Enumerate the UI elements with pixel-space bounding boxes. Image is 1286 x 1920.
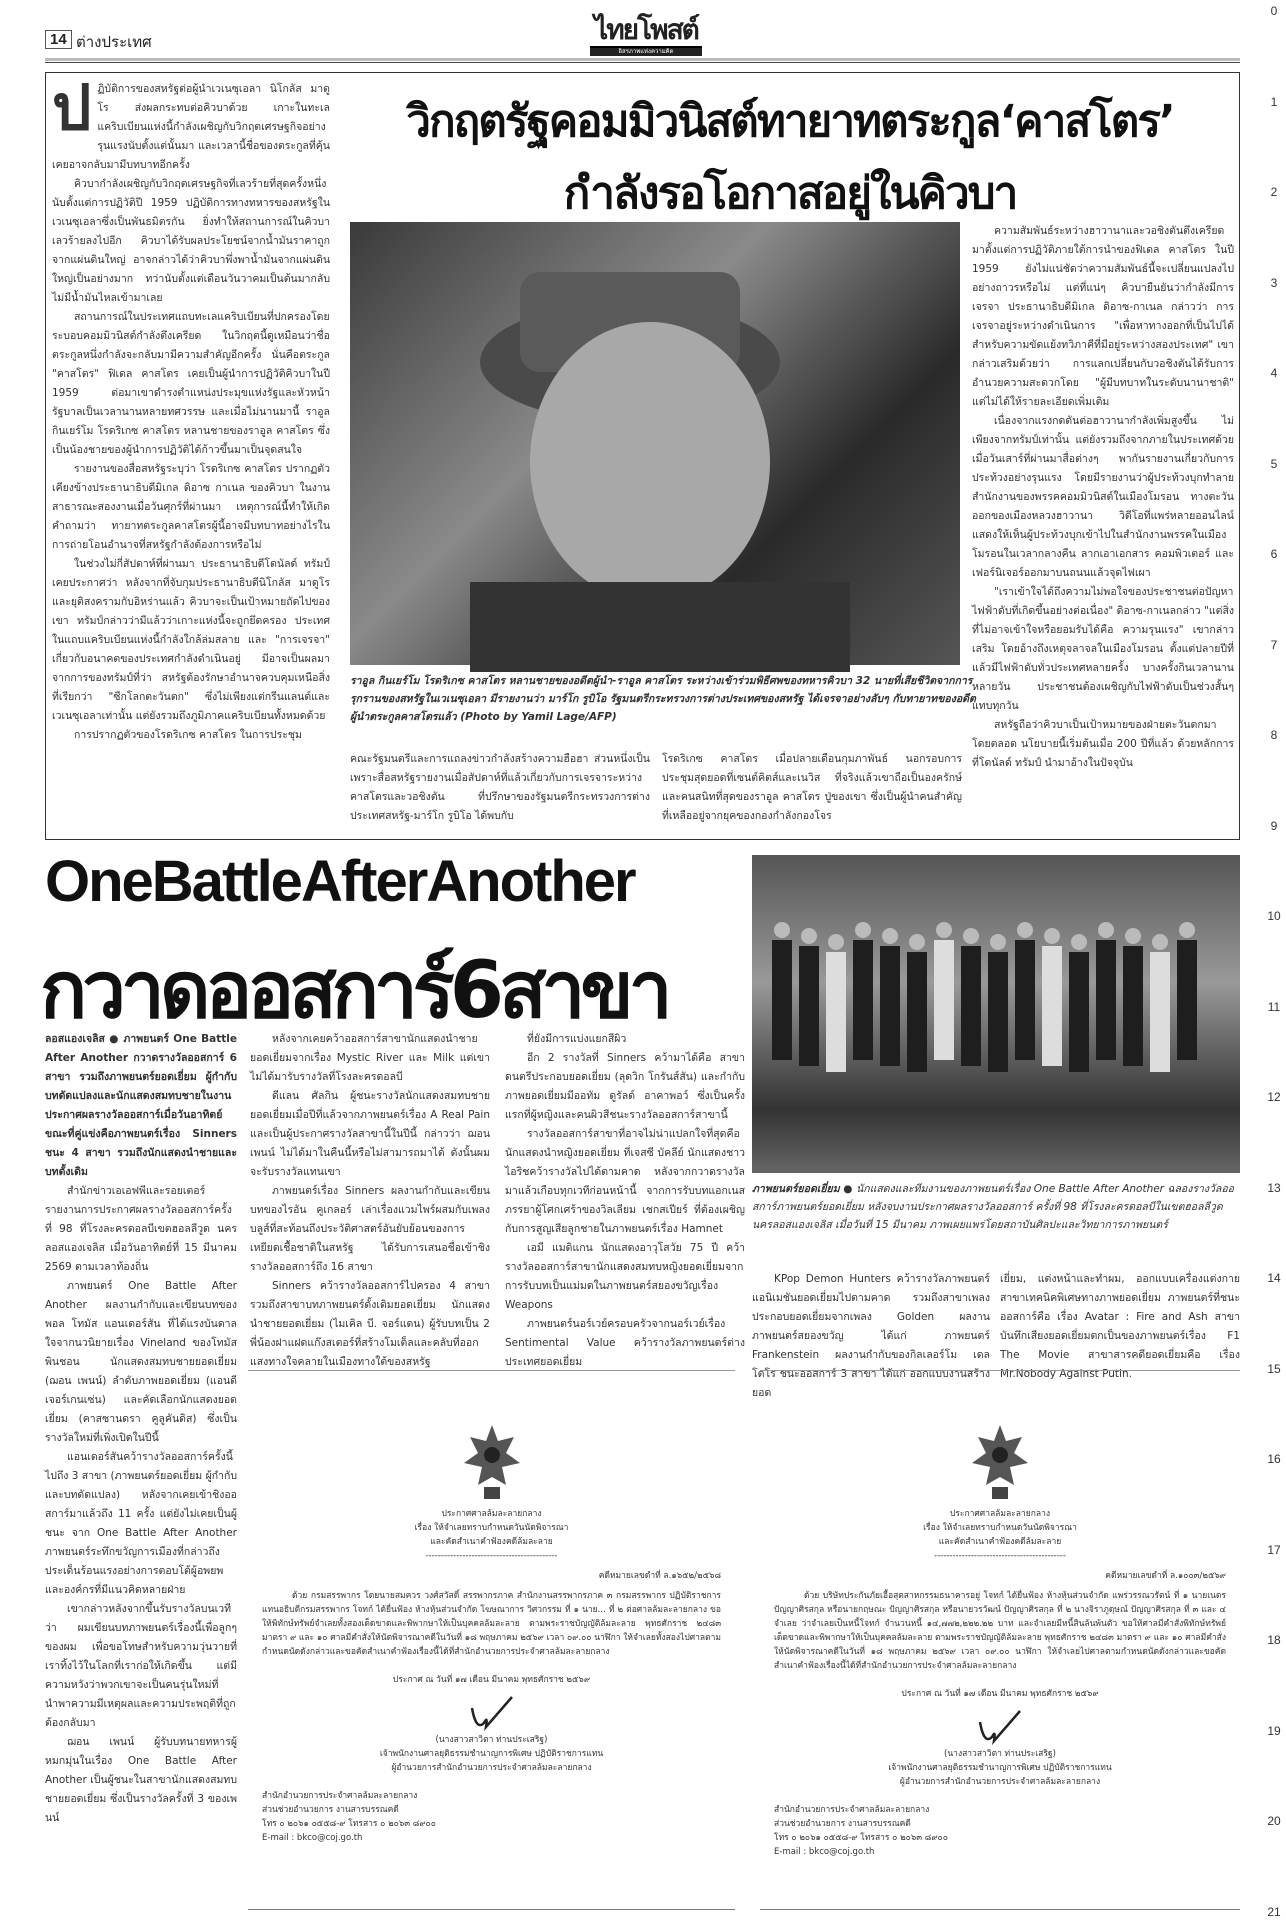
paragraph: ฏิบัติการของสหรัฐต่อผู้นำเวเนซุเอลา นิโกลัส มาดูโร ส่งผลกระทบต่อคิวบาด้วย เกาะในทะเลแคริบเบียนแห่งนี้กำลังเผชิญกับวิกฤตเศรษฐกิจอย่างรุนแรงนับตั้งแต่นั้นมา และเวลานี้ชื่อของตระกูลที่คุ้นเคยอาจกลับมามีบทบาทอีกครั้ง [52, 83, 330, 171]
ruler-mark: 3 [1270, 275, 1278, 290]
article2-col1 [45, 1030, 237, 1910]
office-name: สำนักอำนวยการประจำศาลล้มละลายกลาง [774, 1805, 930, 1815]
signature-icon [970, 1707, 1030, 1747]
ruler-mark: 5 [1270, 456, 1278, 471]
notice-divider: ------------------------------------------- [425, 1551, 558, 1561]
person-figure [1069, 934, 1089, 1072]
office-section: ส่วนช่วยอำนวยการ งานสารบรรณคดี [774, 1819, 911, 1829]
article1-photo-caption [350, 672, 990, 726]
ruler-mark: 19 [1267, 1723, 1281, 1738]
ruler-mark: 15 [1267, 1361, 1281, 1376]
header-divider [45, 58, 1240, 63]
person-figure [826, 934, 846, 1072]
signer-name: (นางสาวสาวิตา ท่านประเสริฐ) [944, 1749, 1056, 1759]
ruler-mark: 18 [1267, 1633, 1281, 1647]
person-figure [907, 934, 927, 1072]
paragraph: เอมี แมดิแกน นักแสดงอาวุโสวัย 75 ปี คว้ารางวัลออสการ์สาขานักแสดงสมทบหญิงยอดเยี่ยมจากการรับบทเป็นแม่มดในภาพยนตร์สยองขวัญเรื่อง Weapons [505, 1242, 745, 1311]
paragraph: ภาพยนตร์เรื่อง Sinners ผลงานกำกับและเขียนบทของไรอัน คูเกลอร์ เล่าเรื่องแวมไพร์ผสมกับเพลงบลูส์ที่สะท้อนถึงประวัติศาสตร์อันยับย้อนของการเหยียดเชื้อชาติในสหรัฐ ได้รับการเสนอชื่อเข้าชิงรางวัลออสการ์ถึง 16 สาขา [250, 1185, 490, 1273]
drop-cap: ป [52, 74, 92, 143]
notice-subject-2: และคัดสำเนาคำฟ้องคดีล้มละลาย [430, 1537, 553, 1547]
lede: ลอสแองเจลิส ● ภาพยนตร์ One Battle After Another กวาดรางวัลออสการ์ 6 สาขา รวมถึงภาพยนตร์ยอดเยี่ยม ผู้กำกับบทดัดแปลงและนักแสดงสมทบชายในงานประกาศผลรางวัลออสการ์เมื่อวันอาทิตย์ ขณะที่คู่แข่งคือภาพยนตร์เรื่อง Sinners ชนะ 4 สาขา รวมถึงนักแสดงนำชายและบทดั้งเดิม [45, 1033, 237, 1178]
ruler-mark: 17 [1267, 1542, 1281, 1557]
ruler-mark: 6 [1270, 547, 1278, 561]
notice-date: ประกาศ ณ วันที่ ๑๗ เดือน มีนาคม พุทธศักราช ๒๕๖๙ [901, 1689, 1099, 1699]
ruler-mark: 11 [1267, 999, 1281, 1014]
office-email: E-mail : bkco@coj.go.th [262, 1833, 363, 1843]
person-figure [1042, 928, 1062, 1066]
ruler-mark: 10 [1267, 909, 1281, 923]
signer-name: (นางสาวสาวิตา ท่านประเสริฐ) [435, 1735, 548, 1745]
paragraph: สถานการณ์ในประเทศแถบทะเลแคริบเบียนที่ปกครองโดยระบอบคอมมิวนิสต์กำลังตึงเครียด ในวิกฤตนี้ดูเหมือนว่าชื่อตระกูลหนึ่งกำลังจะกลับมามีความสำคัญอีกครั้ง นั่นคือตระกูล "คาสโตร" ฟิเดล คาสโตร เคยเป็นผู้นำการปฏิวัติคิวบาในปี 1959 ต่อมาเขาดำรงตำแหน่งประมุขแห่งรัฐและหัวหน้ารัฐบาลเป็นเวลานานหลายทศวรรษ และเมื่อไม่นานมานี้ ราอูล กินเยร์โม โรดริเกซ คาสโตร หลานชายของราอูล คาสโตร ซึ่งเป็นน้องชายของผู้นำการปฏิวัติได้ก้าวขึ้นมาเป็นจุดสนใจ [52, 311, 330, 456]
section-name: ต่างประเทศ [76, 33, 152, 51]
paragraph: สหรัฐถือว่าคิวบาเป็นเป้าหมายของฝ่ายตะวันตกมาโดยตลอด นโยบายนี้เริ่มต้นเมื่อ 200 ปีที่แล้ว ด้วยหลักการที่โดนัลด์ ทรัมป์ นำมาอ้างในปัจจุบัน [972, 719, 1234, 769]
person-figure [1015, 922, 1035, 1060]
notice-subject: เรื่อง ให้จำเลยทราบกำหนดวันนัดพิจารณา [414, 1523, 569, 1533]
paragraph: คิวบากำลังเผชิญกับวิกฤตเศรษฐกิจที่เลวร้ายที่สุดครั้งหนึ่งนับตั้งแต่การปฏิวัติปี 1959 ปฏิบัติการทางทหารของสหรัฐในเวเนซุเอลาซึ่งเป็นพันธมิตรกัน ยิ่งทำให้สถานการณ์ในคิวบาเลวร้ายลงไปอีก คิวบาได้รับผลประโยชน์จากน้ำมันราคาถูกจากแผ่นดินใหญ่ อาจกล่าวได้ว่าคิวบาพึ่งพาน้ำมันจากแผ่นดินใหญ่เป็นอย่างมาก ทว่านับตั้งแต่เดือนวันวาคมเป็นต้นมากลับไม่มีน้ำมันไหลเข้ามาเลย [52, 178, 330, 304]
paragraph: รางวัลออสการ์สาขาที่อาจไม่น่าแปลกใจที่สุดคือนักแสดงนำหญิงยอดเยี่ยม ที่เจสซี บัคลีย์ นักแสดงชาวไอริชคว้ารางวัลไปได้ตามคาด หลังจากกวาดรางวัลมาแล้วเกือบทุกเวทีก่อนหน้านี้ จากการรับบทแอกเนส ภรรยาผู้โศกเศร้าของวิลเลียม เชกสเปียร์ ที่ต้องเผชิญกับการสูญเสียลูกชายในภาพยนตร์เรื่อง Hamnet [505, 1128, 745, 1235]
paragraph: ความสัมพันธ์ระหว่างฮาวานาและวอชิงตันตึงเครียดมาตั้งแต่การปฏิวัติภายใต้การนำของฟิเดล คาสโตร ในปี 1959 ยังไม่แน่ชัดว่าความสัมพันธ์นี้จะเปลี่ยนแปลงไปอย่างถาวรหรือไม่ แต่ที่แน่ๆ คิวบายืนยันว่ากำลังมีการเจรจา ประธานาธิบดีมิเกล ดิอาซ-กาเนล กล่าวว่า การเจรจาอยู่ระหว่างดำเนินการ "เพื่อหาทางออกที่เป็นไปได้สำหรับความขัดแย้งทวิภาคีที่มีอยู่ระหว่างสองประเทศ" เขากล่าวเสริมด้วยว่า การแลกเปลี่ยนกับวอชิงตันได้รับการอำนวยความสะดวกโดย "ผู้มีบทบาทในระดับนานาชาติ" แต่ไม่ได้ให้รายละเอียดเพิ่มเติม [972, 225, 1234, 408]
ruler-mark: 4 [1270, 366, 1278, 380]
ruler-mark: 9 [1270, 818, 1278, 833]
portrait-illustration [350, 222, 960, 665]
person-figure [880, 928, 900, 1066]
paragraph: ฌอน เพนน์ ผู้รับบทนายทหารผู้หมกมุ่นในเรื่อง One Battle After Another เป็นผู้ชนะในสาขานักแสดงสมทบชายยอดเยี่ยม ซึ่งเป็นรางวัลครั้งที่ 3 ของเพนน์ [45, 1736, 237, 1824]
notice-body: ด้วย บริษัทประกันภัยเอื้อสุตสาหกรรมธนาคารอยู่ โจทก์ ได้ยื่นฟ้อง ห้างหุ้นส่วนจำกัด แพร่วรรณวรัตน์ ที่ ๑ นายเนตร ปัญญาศิรสกุล หรือนายกฤษณะ ปัญญาศิรสกุล หรือนายวรวัฒน์ ปัญญาศิรสกุล ที่ ๒ นางจิราภูดุษณ์ ปัญญาศิรสกุล ที่ ๓ และ ๔ จำเลย ว่าจำเลยเป็นหนี้โจทก์ จำนวนหนี้ ๑๔,๗๗๒,๒๒๒.๒๒ บาท และจำเลยมีหนี้สินล้นพ้นตัว ขอให้ศาลมีคำสั่งพิทักษ์ทรัพย์เด็ดขาดและพิพากษาให้เป็นบุคคลล้มละลาย ตามพระราชบัญญัติล้มละลาย พุทธศักราช ๒๔๘๓ มาตรา ๙ และ ๑๐ ศาลมีคำสั่งให้นัดพิจารณาคดีในวันที่ ๑๘ พฤษภาคม ๒๕๖๙ เวลา ๐๙.๐๐ นาฬิกา ให้จำเลยไปศาลตามกำหนดนัดดังกล่าวและขอคัดสำเนาคำฟ้องเรื่องนี้ได้ที่สำนักอำนวยการประจำศาลล้มละลายกลาง [774, 1591, 1226, 1671]
signer-title: เจ้าพนักงานศาลยุติธรรมชำนาญการพิเศษ ปฏิบัติราชการแทน [888, 1763, 1112, 1773]
person-figure [799, 928, 819, 1066]
notice-title: ประกาศศาลล้มละลายกลาง [949, 1509, 1051, 1519]
caption-lead: ภาพยนตร์ยอดเยี่ยม ● [752, 1183, 853, 1195]
paragraph: สำนักข่าวเอเอฟพีและรอยเตอร์รายงานการประกาศผลรางวัลออสการ์ครั้งที่ 98 ที่โรงละครดอลบีเขตฮอลลีวูด นครลอสแองเจลิส เมื่อวันอาทิตย์ที่ 15 มีนาคม 2569 ตามเวลาท้องถิ่น [45, 1185, 237, 1273]
masthead-tagline: อิสรภาพแห่งความคิด [590, 48, 702, 56]
paragraph: KPop Demon Hunters คว้ารางวัลภาพยนตร์แอนิเมชันยอดเยี่ยมไปตามคาด รวมถึงสาขาเพลงประกอบยอดเยี่ยมจากเพลง Golden ผลงานภาพยนตร์สยองขวัญ ได้แก่ ภาพยนตร์ Frankenstein ผลงานกำกับของกิลเลอร์โม เดล โตโร ชนะออสการ์ 3 สาขา ได้แก่ ออกแบบงานสร้างยอด [752, 1273, 990, 1399]
office-email: E-mail : bkco@coj.go.th [774, 1847, 875, 1857]
ruler-mark: 12 [1267, 1090, 1281, 1104]
paragraph: Sinners คว้ารางวัลออสการ์ไปครอง 4 สาขา รวมถึงสาขาบทภาพยนตร์ดั้งเดิมยอดเยี่ยม นักแสดงนำชายยอดเยี่ยม (ไมเคิล บี. จอร์แดน) ผู้รับบทเป็น 2 พี่น้องฝาแฝดแก๊งสเตอร์ที่สร้างโมเต็ลและคลับที่ออกแสงทางใจคลายในเมืองทางใต้ของสหรัฐ [250, 1280, 490, 1368]
paragraph: รายงานของสื่อสหรัฐระบุว่า โรดริเกซ คาสโตร ปรากฏตัวเคียงข้างประธานาธิบดีมิเกล ดิอาซ กาเนล ของคิวบา ในงานสาธารณะสองงานเมื่อวันศุกร์ที่ผ่านมา เหตุการณ์นี้ทำให้เกิดคำถามว่า ทายาทตระกูลคาสโตรผู้นี้อาจมีบทบาทอย่างไรในการถ่ายโอนอำนาจที่สหรัฐกำลังต้องการหรือไม่ [52, 463, 330, 551]
office-phone: โทร ๐ ๒๐๖๑ ๐๕๕๘-๙ โทรสาร ๐ ๒๐๖๓ ๘๙๐๐ [774, 1833, 948, 1843]
article1-headline-2: กำลังรอโอกาสอยู่ในคิวบา [563, 168, 1017, 219]
paragraph: เขากล่าวหลังจากขึ้นรับรางวัลบนเวทีว่า ผมเขียนบทภาพยนตร์เรื่องนี้เพื่อลูกๆ ของผม เพื่อขอโทษสำหรับความวุ่นวายที่เราทิ้งไว้ในโลกที่เราก่อให้เกิดขึ้น แต่มีความหวังว่าพวกเขาจะเป็นคนรุ่นใหม่ที่นำพาความมีเหตุผลและความประพฤติที่ถูกต้องกลับมา [45, 1603, 237, 1729]
caption-text: นักแสดงและทีมงานของภาพยนตร์เรื่อง One Battle After Another ฉลองรางวัลออสการ์ภาพยนตร์ยอดเยี่ยม หลังจบงานประกาศผลรางวัลออสการ์ ครั้งที่ 98 ที่โรงละครดอลบีในเขตฮอลลีวูด นครลอสแองเจลิส เมื่อวันที่ 15 มีนาคม ภาพเผยแพร่โดยสถาบันศิลปะและวิทยาการภาพยนตร์ [752, 1183, 1234, 1231]
caption-text: ราอูล กินเยร์โม โรดริเกซ คาสโตร หลานชายของอดีตผู้นำ-ราอูล คาสโตร ระหว่างเข้าร่วมพิธีศพของทหารคิวบา 32 นายที่เสียชีวิตจากการรุกรานของสหรัฐในเวเนซุเอลา มีรายงานว่า มาร์โก รูบิโอ รัฐมนตรีกระทรวงการต่างประเทศของสหรัฐ ได้เจรจาอย่างลับๆ กับทายาทของอดีตผู้นำตระกูลคาสโตรแล้ว [350, 675, 976, 723]
paragraph: คณะรัฐมนตรีและการแถลงข่าวกำลังสร้างความฮือฮา ส่วนหนึ่งเป็นเพราะสื่อสหรัฐรายงานเมื่อสัปดาห์ที่แล้วเกี่ยวกับการเจรจาระหว่างคาสโตรและวอชิงตัน ที่ปรึกษาของรัฐมนตรีกระทรวงการต่างประเทศสหรัฐ-มาร์โก รูบิโอ ได้พบกับ [350, 753, 650, 822]
paragraph: ดีแลน ศัลกิน ผู้ชนะรางวัลนักแสดงสมทบชายยอดเยี่ยมเมื่อปีที่แล้วจากภาพยนตร์เรื่อง A Real Pain และเป็นผู้ประกาศรางวัลสาขานี้ในปีนี้ กล่าวว่า ฌอน เพนน์ ไม่ได้มาในคืนนี้หรือไม่สามารถมาได้ ดังนั้นผมจะรับรางวัลแทนเขา [250, 1090, 490, 1178]
person-figure [961, 928, 981, 1066]
paragraph: ภาพยนตร์นอร์เวย์ครอบครัวจากนอร์เวย์เรื่อง Sentimental Value คว้ารางวัลภาพยนตร์ต่างประเทศยอดเยี่ยม [505, 1318, 745, 1368]
paragraph: อีก 2 รางวัลที่ Sinners คว้ามาได้คือ สาขาดนตรีประกอบยอดเยี่ยม (ลุดวิก โกรันส์สัน) และกำกับภาพยอดเยี่ยมมีออทัม ดูรัลด์ อาคาพอว์ ซึ่งเป็นครั้งแรกที่ผู้หญิงและคนผิวสีชนะรางวัลออสการ์สาขานี้ [505, 1052, 745, 1121]
masthead-title: ไทยโพสต์ [590, 14, 702, 48]
paragraph: เนื่องจากแรงกดดันต่อฮาวานากำลังเพิ่มสูงขึ้น ไม่เพียงจากทรัมป์เท่านั้น แต่ยังรวมถึงจากภายในประเทศด้วย เมื่อวันเสาร์ที่ผ่านมาสื่อต่างๆ พากันรายงานเกี่ยวกับการประท้วงอย่างรุนแรง โดยมีรายงานว่าผู้ประท้วงบุกทำลายสำนักงานของพรรคคอมมิวนิสต์ในเมืองโมรอน ทางตะวันออกของเมืองหลวงฮาวานา วิดีโอที่แพร่หลายออนไลน์แสดงให้เห็นผู้ประท้วงบุกเข้าไปในสำนักงานพรรคในเมืองโมรอนในเวลากลางคืน ลากเอาเอกสาร คอมพิวเตอร์ และเฟอร์นิเจอร์ออกมาบนถนนแล้วจุดไฟเผา [972, 415, 1234, 579]
notice-title: ประกาศศาลล้มละลายกลาง [441, 1509, 542, 1519]
ruler-mark: 14 [1267, 1271, 1281, 1285]
notice-subject: เรื่อง ให้จำเลยทราบกำหนดวันนัดพิจารณา [923, 1523, 1077, 1533]
signer-title: เจ้าพนักงานศาลยุติธรรมชำนาญการพิเศษ ปฏิบัติราชการแทน [379, 1749, 604, 1759]
signature-icon [462, 1693, 522, 1733]
case-number: คดีหมายเลขดำที่ ล.๑๖๕๒/๒๕๖๘ [598, 1571, 721, 1581]
photo-oscar-winners [752, 855, 1240, 1173]
person-figure [1096, 922, 1116, 1060]
person-figure [988, 934, 1008, 1072]
page-number: 14 [45, 30, 72, 49]
article1-headline-1: วิกฤตรัฐคอมมิวนิสต์ทายาทตระกูล‘คาสโตร’ [406, 96, 1174, 147]
paragraph: ภาพยนตร์ One Battle After Another ผลงานกำกับและเขียนบทของพอล โทมัส แอนเดอร์สัน ที่ได้แรงบันดาลใจจากนวนิยายเรื่อง Vineland ของโทมัส พินชอน นักแสดงสมทบชายยอดเยี่ยม (ฌอน เพนน์) ลำดับภาพยอดเยี่ยม (แอนดี เจอร์เกนเซ่น) และคัดเลือกนักแสดงยอดเยี่ยม (คาสซานดรา คูลูคันดิส) ซึ่งเป็นรางวัลใหม่ที่เพิ่งเปิดในปีนี้ [45, 1280, 237, 1444]
paragraph: ในช่วงไม่กี่สัปดาห์ที่ผ่านมา ประธานาธิบดีโดนัลด์ ทรัมป์ เคยประกาศว่า หลังจากที่จับกุมประธานาธิบดีนิโกลัส มาดูโร และยุติสงครามกับอิหร่านแล้ว คิวบาจะเป็นเป้าหมายถัดไปของเขา ทรัมป์กล่าวว่ามีแล้วว่าเกาะแห่งนี้จะถูกยึดครอง ประเทศในแถบแคริบเบียนแห่งนี้กำลังใกล้ล่มสลาย และ "การเจรจา" เกี่ยวกับอนาคตของประเทศกำลังดำเนินอยู่ มีอาจเป็นผลมาจากการของทรัมป์ที่ว่า สหรัฐต้องรักษาอำนาจควบคุมเหนือสิ่งที่เรียกว่า "ซีกโลกตะวันตก" ซึ่งไม่เพียงแต่กรีนแลนด์และเวเนซุเอลาเท่านั้น แต่ยังรวมถึงภูมิภาคแคริบเบียนทั้งหมดด้วย [52, 558, 330, 722]
article2-col2 [250, 1030, 490, 1368]
article2-col4 [752, 1270, 990, 1399]
ruler-mark: 7 [1270, 637, 1278, 652]
person-figure [1123, 928, 1143, 1066]
court-notice-2 [760, 1370, 1240, 1910]
garuda-emblem-icon [970, 1423, 1030, 1503]
office-name: สำนักอำนวยการประจำศาลล้มละลายกลาง [262, 1791, 418, 1801]
court-notice-1 [248, 1370, 735, 1910]
person-figure [853, 922, 873, 1060]
person-figure [1177, 922, 1197, 1060]
paragraph: "เราเข้าใจได้ถึงความไม่พอใจของประชาชนต่อปัญหาไฟฟ้าดับที่เกิดขึ้นอย่างต่อเนื่อง" ดิอาซ-กาเนลกล่าว "แต่สิ่งที่ไม่อาจเข้าใจหรือยอมรับได้คือ ความรุนแรง" เขากล่าวเสริม โดยอ้างถึงเหตุจลาจลในเมืองโมรอน ตั้งแต่ปลายปีที่แล้วมีไฟฟ้าดับทั่วประเทศหลายครั้ง บางครั้งกินเวลานานหลายวัน ประชาชนต้องเผชิญกับไฟฟ้าดับเป็นช่วงสั้นๆ แทบทุกวัน [972, 586, 1234, 712]
ruler-mark: 16 [1267, 1452, 1281, 1466]
ruler-mark: 1 [1270, 94, 1278, 109]
office-phone: โทร ๐ ๒๐๖๑ ๐๕๕๘-๙ โทรสาร ๐ ๒๐๖๓ ๘๙๐๐ [262, 1819, 436, 1829]
paragraph: การปรากฏตัวของโรดริเกซ คาสโตร ในการประชุม [74, 729, 302, 741]
ruler-mark: 8 [1270, 728, 1278, 742]
person-figure [1150, 934, 1170, 1072]
article2-title-english: OneBattleAfterAnother [45, 849, 635, 914]
article2-col3 [505, 1030, 745, 1368]
paragraph: หลังจากเคยคว้าออสการ์สาขานักแสดงนำชายยอดเยี่ยมจากเรื่อง Mystic River และ Milk แต่เขาไม่ได้มารับรางวัลที่โรงละครดอลบี [250, 1033, 490, 1083]
office-section: ส่วนช่วยอำนวยการ งานสารบรรณคดี [262, 1805, 399, 1815]
garuda-emblem-icon [462, 1423, 522, 1503]
ruler-mark: 2 [1270, 185, 1278, 199]
notice-date: ประกาศ ณ วันที่ ๑๗ เดือน มีนาคม พุทธศักราช ๒๕๖๙ [392, 1675, 591, 1685]
article1-below-col1 [350, 750, 650, 835]
notice-body: ด้วย กรมสรรพากร โดยนายสมควร วงศ์สวัสดิ์ สรรพากรภาค สำนักงานสรรพากรภาค ๓ กรมสรรพากร ปฏิบัติราชการแทนอธิบดีกรมสรรพากร โจทก์ ได้ยื่นฟ้อง ห้างหุ้นส่วนจำกัด โฆษณาการ วิศวกรรม ที่ ๑ นาย... ที่ ๒ ต่อศาลล้มละลายกลาง ขอให้พิทักษ์ทรัพย์จำเลยทั้งสองเด็ดขาดและพิพากษาให้เป็นบุคคลล้มละลาย ตามพระราชบัญญัติล้มละลาย พุทธศักราช ๒๔๘๓ มาตรา ๙ และ ๑๐ ศาลมีคำสั่งให้นัดพิจารณาคดีในวันที่ ๑๘ พฤษภาคม ๒๕๖๙ เวลา ๐๙.๐๐ นาฬิกา ให้จำเลยทั้งสองไปศาลตามกำหนดนัดดังกล่าวและขอคัดสำเนาคำฟ้องเรื่องนี้ได้ที่สำนักอำนวยการประจำศาลล้มละลายกลาง [262, 1591, 721, 1657]
paragraph: เยี่ยม, แต่งหน้าและทำผม, ออกแบบเครื่องแต่งกาย สาขาเทคนิคพิเศษทางภาพยอดเยี่ยม ภาพยนตร์ที่ชนะออสการ์คือ เรื่อง Avatar : Fire and Ash สาขาบันทึกเสียงยอดเยี่ยมตกเป็นของภาพยนตร์เรื่อง F1 The Movie สาขาสารคดียอดเยี่ยมคือ เรื่อง Mr.Nobody Against Putin. [1000, 1273, 1240, 1380]
signer-title-2: ผู้อำนวยการสำนักอำนวยการประจำศาลล้มละลายกลาง [391, 1763, 592, 1773]
article2-title-thai: กวาดออสการ์6สาขา [40, 946, 668, 1036]
notice-subject-2: และคัดสำเนาคำฟ้องคดีล้มละลาย [938, 1537, 1062, 1547]
paragraph: ที่ยังมีการแบ่งแยกสีผิว [527, 1033, 627, 1045]
person-figure [772, 922, 792, 1060]
notice-divider: ------------------------------------------- [934, 1551, 1066, 1561]
group-photo-illustration [752, 855, 1240, 1173]
masthead-logo [590, 14, 702, 56]
photo-credit: (Photo by Yamil Lage/AFP) [460, 711, 617, 723]
article1-left-column [52, 74, 330, 838]
article1-below-col2 [662, 750, 962, 835]
article2-col5 [1000, 1270, 1240, 1380]
ruler-mark: 20 [1267, 1814, 1281, 1828]
article2-photo-caption [752, 1180, 1240, 1234]
photo-raul-rodriguez-castro [350, 222, 960, 665]
person-figure [934, 922, 954, 1060]
article1-right-column [972, 222, 1234, 836]
paragraph: โรดริเกซ คาสโตร เมื่อปลายเดือนกุมภาพันธ์ นอกรอบการประชุมสุดยอดที่เซนต์คิตส์และเนวิส ที่จริงแล้วเขาถือเป็นองครักษ์และคนสนิทที่สุดของราอูล คาสโตร ปู่ของเขา ซึ่งเป็นผู้นำคนสำคัญที่เหลืออยู่จากยุคของกองกำลังกองโจร [662, 753, 962, 822]
case-number: คดีหมายเลขดำที่ ล.๑๐๐๓/๒๕๖๙ [1105, 1571, 1226, 1581]
ruler-mark: 13 [1267, 1180, 1281, 1195]
ruler-mark: 21 [1267, 1904, 1281, 1919]
paragraph: แอนเดอร์สันคว้ารางวัลออสการ์ครั้งนี้ไปถึง 3 สาขา (ภาพยนตร์ยอดเยี่ยม ผู้กำกับและบทดัดแปลง) หลังจากเคยเข้าชิงออสการ์มาแล้วถึง 11 ครั้ง แต่ยังไม่เคยเป็นผู้ชนะ จาก One Battle After Another ภาพยนตร์ระทึกขวัญการเมืองที่กล่าวถึงประเด็นร้อนแรงอย่างการตอบโต้ผู้อพยพและองค์กรที่มีแนวคิดหลายฝ่าย [45, 1451, 237, 1596]
ruler-mark: 0 [1270, 4, 1278, 18]
signer-title-2: ผู้อำนวยการสำนักอำนวยการประจำศาลล้มละลายกลาง [899, 1777, 1101, 1787]
